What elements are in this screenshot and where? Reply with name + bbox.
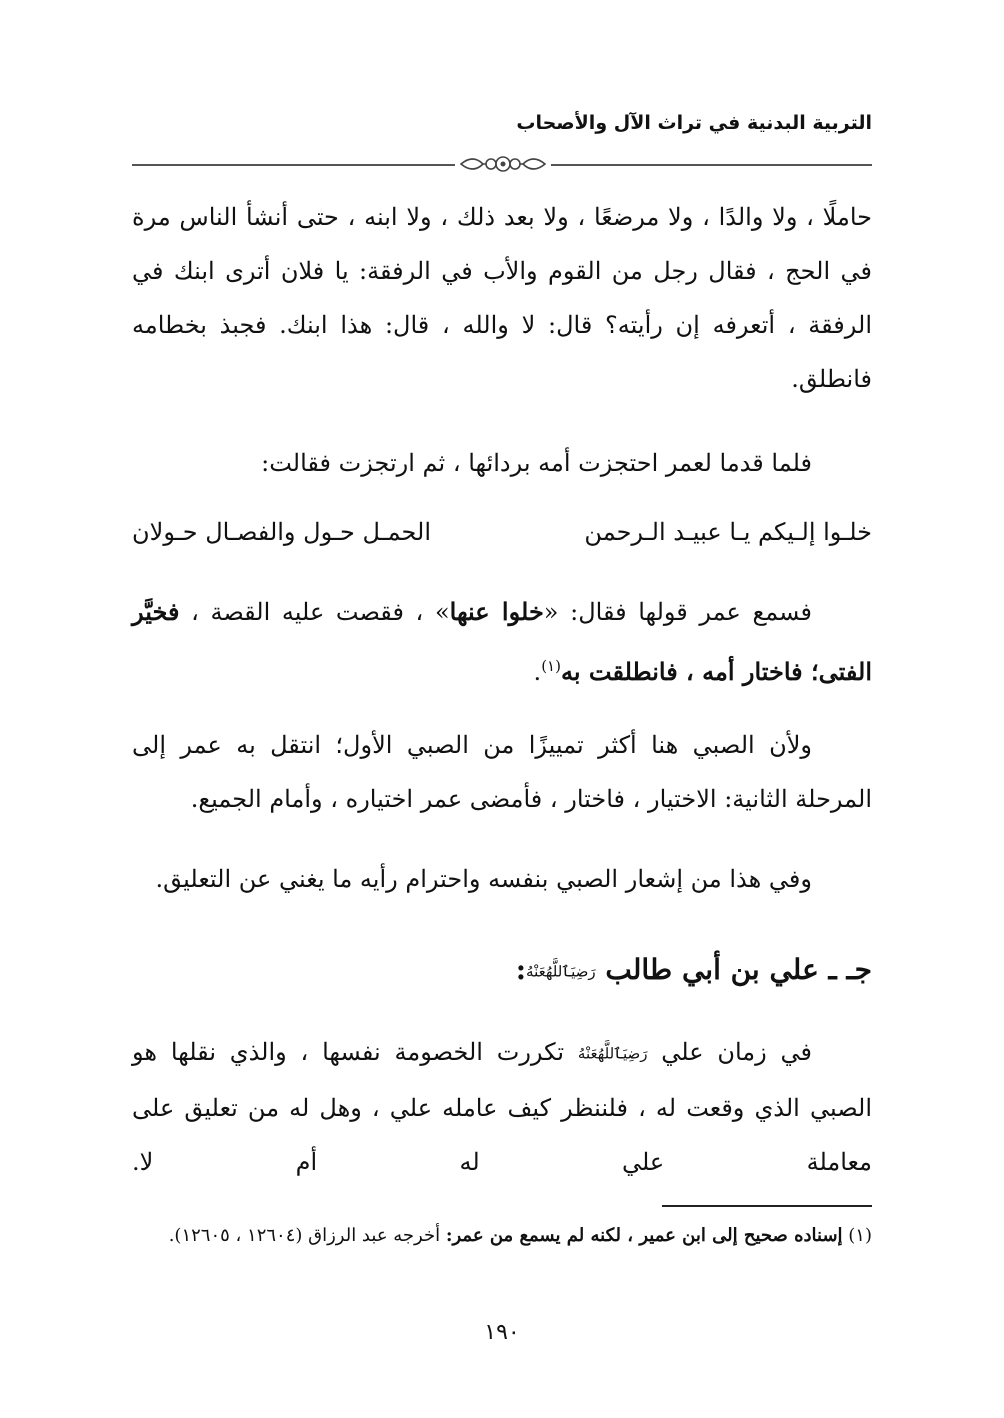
paragraph-1-text: حاملًا ، ولا والدًا ، ولا مرضعًا ، ولا بعد ذلك ، ولا ابنه ، حتى أنشأ الناس مرة في الحج ، فقال رجل من القوم والأب في الرفقة: يا فلان أترى ابنك في الرفقة ، أتعرفه إن رأيته؟ قال: لا والله ، قال: هذا ابنك. فجبذ بخطامه فانطلق. <box>132 203 873 393</box>
page-number: ١٩٠ <box>484 1320 520 1345</box>
footnote-separator <box>662 1205 872 1207</box>
paragraph-1 <box>132 190 872 415</box>
paragraph-3-text-e: . <box>533 658 542 686</box>
verse-hemistich-left: الحمـل حـول والفصـال حـولان <box>132 518 432 546</box>
footnote-reference: (١) <box>541 657 561 675</box>
footnote-text: أخرجه عبد الرزاق (١٢٦٠٤ ، ١٢٦٠٥). <box>168 1225 446 1246</box>
paragraph-6 <box>132 1025 872 1190</box>
paragraph-2 <box>132 436 872 490</box>
paragraph-5-text: وفي هذا من إشعار الصبي بنفسه واحترام رأيه ما يغني عن التعليق. <box>155 865 812 893</box>
paragraph-3-text-c: » ، فقصت عليه القصة ، <box>179 598 450 626</box>
running-title: التربية البدنية في تراث الآل والأصحاب <box>516 112 872 134</box>
honorific-glyph: رَضِيَٱللَّهُعَنْهُ <box>526 962 596 981</box>
paragraph-5 <box>132 852 872 906</box>
paragraph-3-text-a: فسمع عمر قولها فقال: « <box>543 598 812 626</box>
ornament-icon <box>455 150 551 178</box>
verse-line <box>132 505 872 559</box>
paragraph-3 <box>132 585 872 699</box>
paragraph-6-text-b: تكررت الخصومة نفسها ، والذي نقلها هو الصبي الذي وقعت له ، فلننظر كيف عامله علي ، وهل له من تعليق على معاملة علي له أم لا. <box>132 1038 872 1176</box>
paragraph-3-quote: خلوا عنها <box>449 597 544 626</box>
paragraph-6-text-a: في زمان علي <box>647 1038 813 1066</box>
paragraph-4-text: ولأن الصبي هنا أكثر تمييزًا من الصبي الأول؛ انتقل به عمر إلى المرحلة الثانية: الاختيار ، فاختار ، فأمضى عمر اختياره ، وأمام الجميع. <box>132 731 872 813</box>
footnote <box>132 1218 872 1254</box>
verse-hemistich-right: خلـوا إلـيكم يـا عبيـد الـرحمن <box>584 518 872 546</box>
honorific-glyph-inline: رَضِيَٱللَّهُعَنْهُ <box>577 1044 648 1063</box>
paragraph-2-text: فلما قدما لعمر احتجزت أمه بردائها ، ثم ارتجزت فقالت: <box>261 449 812 477</box>
section-heading-colon: : <box>515 953 527 986</box>
section-heading <box>516 940 872 1002</box>
paragraph-4 <box>132 718 872 826</box>
section-heading-text: جـ ـ علي بن أبي طالب <box>605 953 872 986</box>
footnote-marker: (١) <box>848 1225 872 1246</box>
paragraph-3-emphasis: فخيَّر الفتى؛ فاختار أمه ، فانطلقت به <box>132 597 872 686</box>
footnote-text-bold: إسناده صحيح إلى ابن عمير ، لكنه لم يسمع من عمر: <box>445 1225 843 1246</box>
